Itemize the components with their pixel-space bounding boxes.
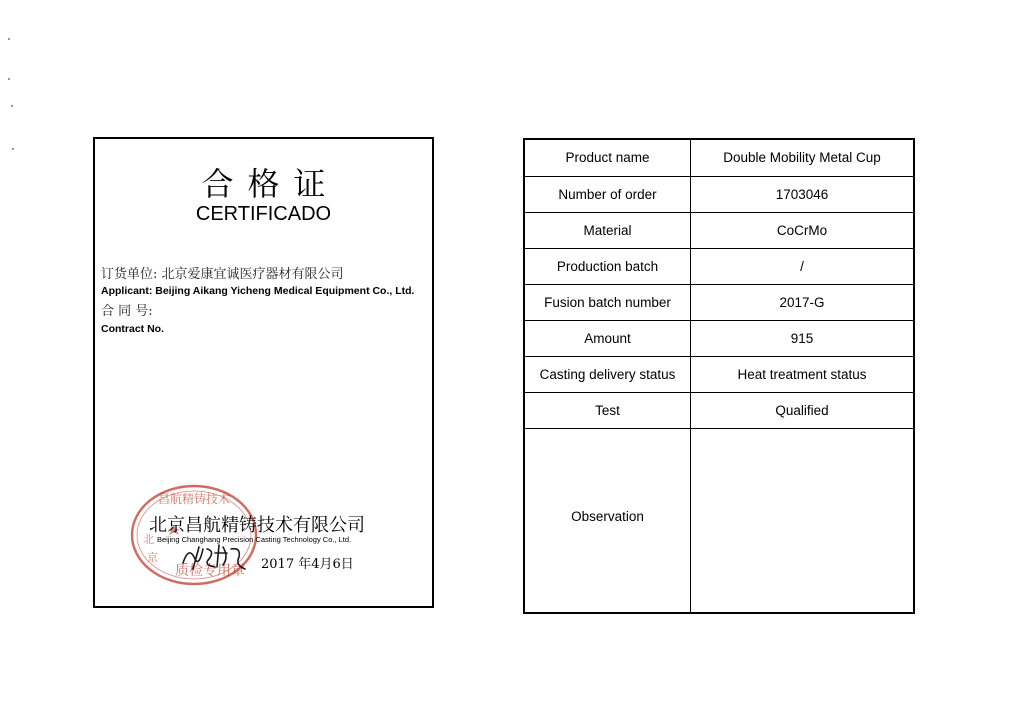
observation-value: [691, 428, 914, 612]
certificate-title-en: CERTIFICADO: [195, 203, 332, 225]
row-label: Production batch: [525, 248, 691, 284]
issue-date: 2017 年4月6日: [261, 557, 354, 572]
svg-text:昌航精铸技术: 昌航精铸技术: [157, 492, 231, 506]
scan-speck: [12, 148, 14, 150]
svg-text:京: 京: [147, 551, 158, 564]
row-label: Product name: [525, 140, 691, 176]
row-label: Material: [525, 212, 691, 248]
row-value: CoCrMo: [691, 212, 914, 248]
row-label: Fusion batch number: [525, 284, 691, 320]
scan-speck: [8, 78, 10, 80]
table-row: [525, 320, 913, 356]
row-label: Test: [525, 392, 691, 428]
contract-cn-label: 合 同 号:: [101, 304, 153, 319]
observation-label: Observation: [525, 428, 691, 612]
observation-row: [525, 428, 913, 612]
certificate-card: [93, 137, 434, 608]
row-label: Casting delivery status: [525, 356, 691, 392]
certificate-title-cn: 合格证: [201, 165, 340, 203]
issuer-company-cn: 北京昌航精铸技术有限公司: [149, 515, 365, 536]
scan-speck: [8, 38, 10, 40]
scan-speck: [11, 105, 13, 107]
spec-table-frame: [523, 138, 915, 614]
svg-text:质检专用章: 质检专用章: [175, 563, 245, 579]
row-value: 2017-G: [691, 284, 914, 320]
table-row: [525, 248, 913, 284]
applicant-cn-label: 订货单位:: [101, 267, 158, 282]
row-label: Number of order: [525, 176, 691, 212]
table-row: [525, 140, 913, 176]
handwritten-signature: [179, 541, 251, 571]
row-value: /: [691, 248, 914, 284]
row-value: 915: [691, 320, 914, 356]
row-value: 1703046: [691, 176, 914, 212]
row-value: Double Mobility Metal Cup: [691, 140, 914, 176]
applicant-cn-value: 北京爱康宜诚医疗器材有限公司: [161, 267, 344, 282]
spec-table: [525, 140, 913, 612]
issuer-company-en: Beijing Changhang Precision Casting Technology Co., Ltd.: [157, 535, 352, 544]
table-row: [525, 176, 913, 212]
row-value: Qualified: [691, 392, 914, 428]
applicant-en: Applicant: Beijing Aikang Yicheng Medical Equipment Co., Ltd.: [101, 285, 415, 297]
row-label: Amount: [525, 320, 691, 356]
table-row: [525, 284, 913, 320]
row-value: Heat treatment status: [691, 356, 914, 392]
table-row: [525, 356, 913, 392]
applicant-cn-line: [101, 263, 344, 282]
contract-en: Contract No.: [101, 323, 164, 335]
svg-text:北: 北: [143, 533, 154, 546]
table-row: [525, 392, 913, 428]
table-row: [525, 212, 913, 248]
